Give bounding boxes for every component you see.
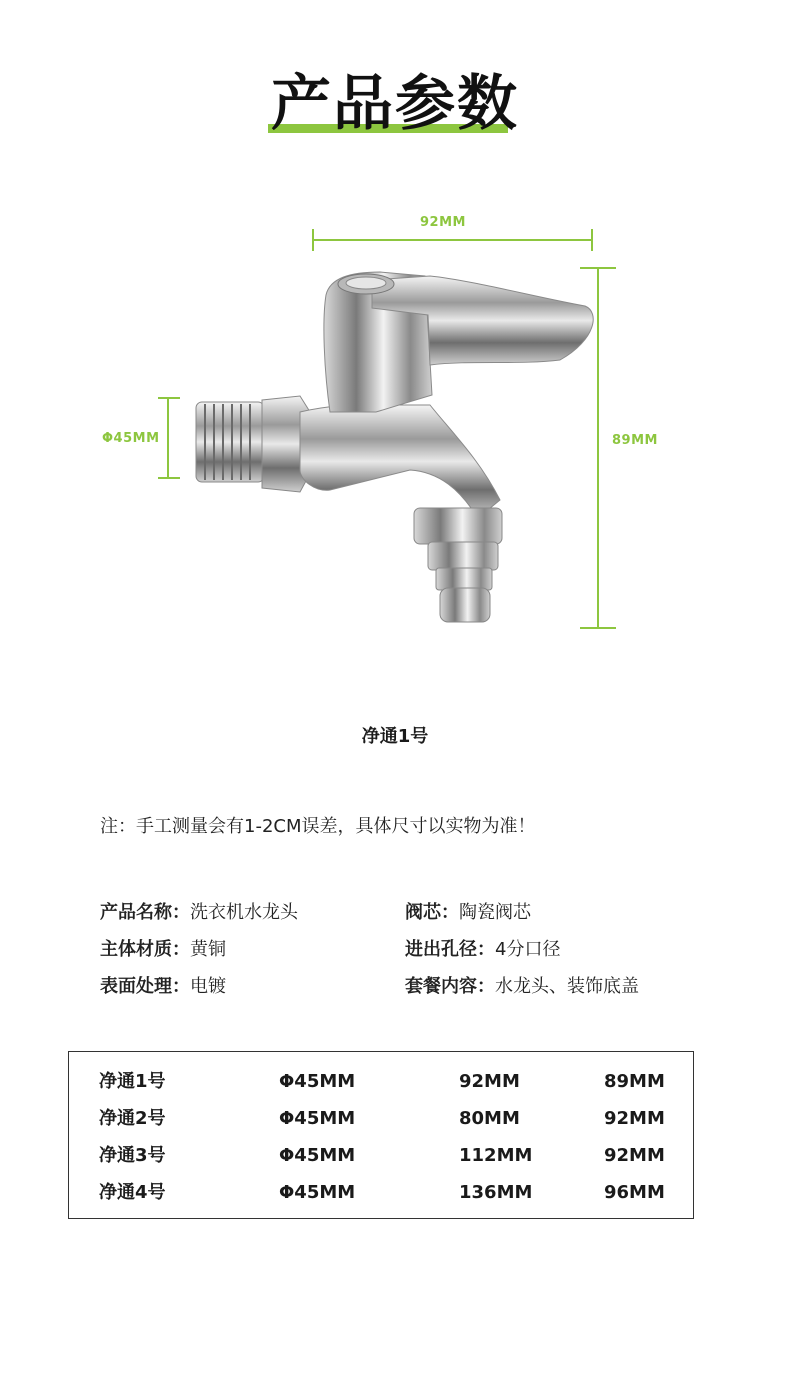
model-cell: 净通1号 bbox=[99, 1071, 166, 1092]
width-cell: 80MM bbox=[459, 1108, 520, 1129]
page-title: 产品参数 bbox=[271, 69, 519, 139]
model-cell: 净通2号 bbox=[99, 1108, 166, 1129]
model-caption: 净通1号 bbox=[361, 726, 429, 747]
diameter-cell: Φ45MM bbox=[279, 1182, 356, 1203]
height-dimension-label: 89MM bbox=[612, 433, 658, 448]
spec-item bbox=[405, 972, 639, 998]
width-dimension-label: 92MM bbox=[420, 215, 466, 230]
height-cell: 92MM bbox=[604, 1145, 665, 1166]
model-cell: 净通3号 bbox=[99, 1145, 166, 1166]
height-cell: 89MM bbox=[604, 1071, 665, 1092]
spec-item bbox=[100, 898, 298, 924]
model-cell: 净通4号 bbox=[99, 1182, 166, 1203]
height-cell: 92MM bbox=[604, 1108, 665, 1129]
spec-value: 黄铜 bbox=[190, 939, 226, 960]
spec-value: 电镀 bbox=[190, 976, 226, 997]
spec-value: 陶瓷阀芯 bbox=[459, 902, 531, 923]
faucet-diagram bbox=[0, 200, 790, 650]
size-table bbox=[68, 1051, 694, 1219]
spec-key: 阀芯： bbox=[405, 902, 459, 923]
spec-item bbox=[100, 972, 226, 998]
spec-key: 表面处理： bbox=[100, 976, 190, 997]
spec-value: 4分口径 bbox=[495, 939, 561, 960]
spec-value: 水龙头、装饰底盖 bbox=[495, 976, 639, 997]
width-cell: 136MM bbox=[459, 1182, 533, 1203]
table-row bbox=[69, 1064, 695, 1100]
faucet-illustration bbox=[0, 200, 790, 650]
width-cell: 112MM bbox=[459, 1145, 533, 1166]
spec-value: 洗衣机水龙头 bbox=[190, 902, 298, 923]
table-row bbox=[69, 1101, 695, 1137]
diameter-dimension-label: Φ45MM bbox=[102, 431, 160, 446]
diameter-cell: Φ45MM bbox=[279, 1108, 356, 1129]
spec-key: 进出孔径： bbox=[405, 939, 495, 960]
spec-item bbox=[100, 935, 226, 961]
spec-item bbox=[405, 935, 560, 961]
measurement-note: 注：手工测量会有1-2CM误差，具体尺寸以实物为准！ bbox=[100, 816, 536, 837]
table-row bbox=[69, 1175, 695, 1211]
diameter-cell: Φ45MM bbox=[279, 1071, 356, 1092]
height-cell: 96MM bbox=[604, 1182, 665, 1203]
spec-key: 产品名称： bbox=[100, 902, 190, 923]
spec-key: 套餐内容： bbox=[405, 976, 495, 997]
title-wrap bbox=[0, 68, 790, 140]
spec-item bbox=[405, 898, 531, 924]
spec-key: 主体材质： bbox=[100, 939, 190, 960]
width-cell: 92MM bbox=[459, 1071, 520, 1092]
diameter-cell: Φ45MM bbox=[279, 1145, 356, 1166]
table-row bbox=[69, 1138, 695, 1174]
